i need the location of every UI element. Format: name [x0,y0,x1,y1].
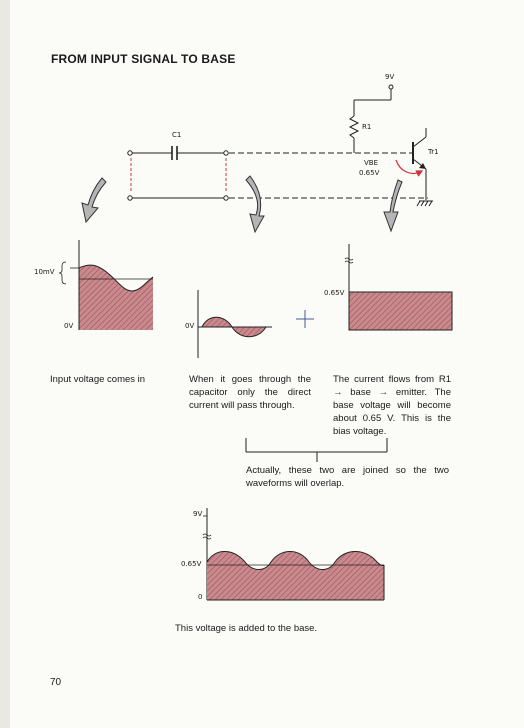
input-terminal-bottom [128,196,132,200]
combined-wave-fill [207,552,384,601]
resistor-r1 [350,116,358,138]
caption-added: This voltage is added to the base. [175,623,318,634]
vbe-value: 0.65V [359,169,380,177]
cap-wave-positive [202,317,232,327]
bias-label: 0.65V [324,289,345,297]
bottom-bias-label: 0.65V [181,560,202,568]
flow-arrow-left [82,178,106,222]
transistor-label: Tr1 [428,148,439,156]
cap-wave-negative [232,327,266,337]
graph-capacitor [198,290,272,358]
page-title: FROM INPUT SIGNAL TO BASE [51,52,236,66]
caption-joined: Actually, these two are joined so the two waveforms will overlap. [246,465,449,489]
flow-arrows [82,176,402,232]
input-terminal-top [128,151,132,155]
graph-bias [345,244,452,330]
bottom-top-label: 9V [193,510,203,518]
graph-input [59,240,153,330]
page-number: 70 [50,677,62,688]
vbe-label: VBE [364,159,379,167]
cap-terminal-top [224,151,228,155]
joining-bracket [246,438,387,462]
input-zero-label: 0V [64,322,74,330]
flow-arrow-middle [246,176,264,232]
bottom-zero-label: 0 [198,593,203,601]
caption-bias: The current flows from R1 → base → emitter. The base voltage will become about 0.65 V. This is the bias voltage. [333,374,451,437]
capacitor-label: C1 [172,131,182,139]
circuit [128,85,433,206]
supply-label: 9V [385,73,395,81]
resistor-label: R1 [362,123,372,131]
caption-input: Input voltage comes in [50,374,146,385]
bias-fill [349,292,452,330]
flow-arrow-right [384,180,402,231]
plus-sign [296,310,314,328]
middle-zero-label: 0V [185,322,195,330]
graph-combined [203,508,384,600]
cap-terminal-bottom [224,196,228,200]
ground-symbol [417,201,433,206]
transistor-tr1 [410,128,426,200]
supply-terminal [389,85,393,89]
input-wave-fill [79,265,153,330]
input-amplitude-label: 10mV [34,268,55,276]
caption-capacitor: When it goes through the capacitor only the direct current will pass through. [189,374,311,411]
input-amplitude-brace [59,262,66,284]
